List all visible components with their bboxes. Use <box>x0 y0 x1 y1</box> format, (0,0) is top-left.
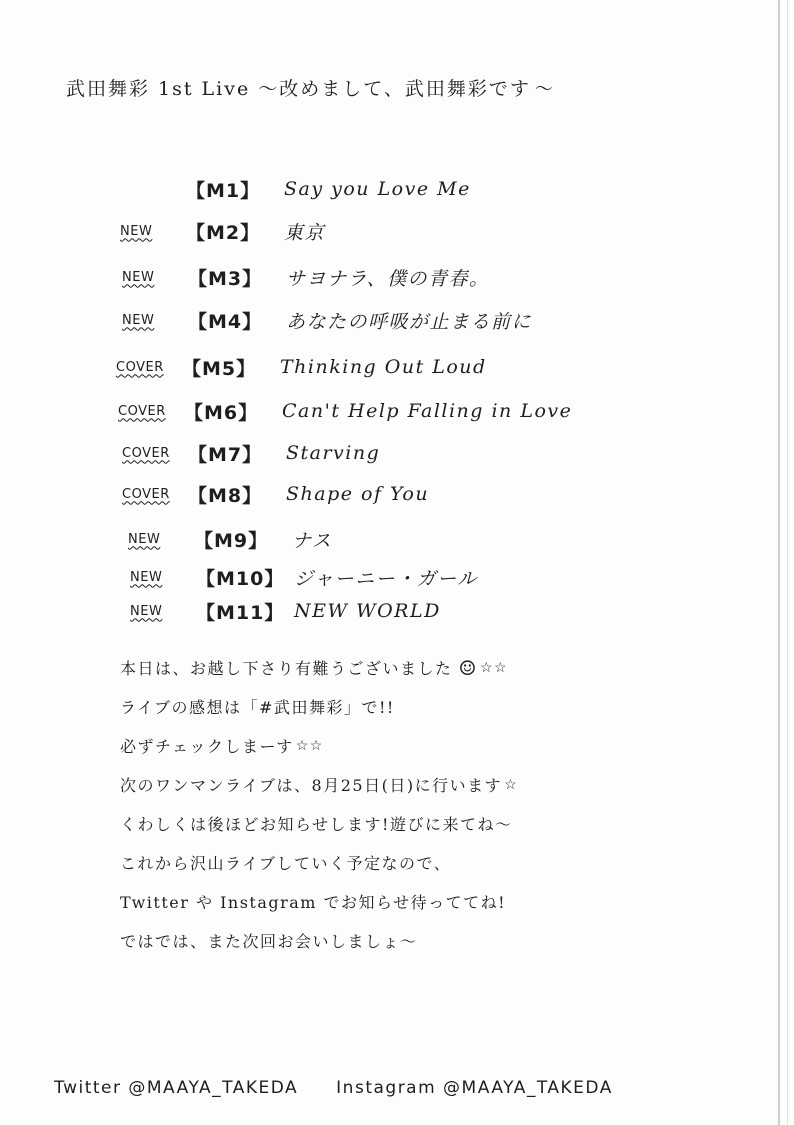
message-text: 必ずチェックしまーす <box>120 737 294 756</box>
song-tag: NEW <box>130 569 163 585</box>
song-title: Starving <box>286 442 381 464</box>
song-title: ジャーニー・ガール <box>294 567 478 590</box>
song-tag: NEW <box>130 603 163 619</box>
song-tag: COVER <box>122 445 170 461</box>
message-text: Twitter や Instagram でお知らせ待っててね! <box>120 893 507 912</box>
song-title: ナス <box>292 529 333 552</box>
message-block <box>120 648 720 960</box>
song-number: 【M8】 <box>188 484 263 507</box>
song-number: 【M4】 <box>188 310 263 333</box>
song-number: 【M7】 <box>188 443 263 466</box>
song-tag: NEW <box>122 269 155 285</box>
song-number: 【M6】 <box>184 401 259 424</box>
song-number: 【M5】 <box>182 357 257 380</box>
song-tag: COVER <box>116 359 164 375</box>
song-number: 【M10】 <box>196 567 285 590</box>
message-text: これから沢山ライブしていく予定なので、 <box>120 854 452 873</box>
setlist-row <box>130 594 441 628</box>
message-text: 次のワンマンライブは、8月25日(日)に行います <box>120 776 503 795</box>
song-tag: NEW <box>122 312 155 328</box>
song-title: Say you Love Me <box>284 178 471 200</box>
message-line <box>120 726 720 765</box>
setlist-row <box>122 436 380 470</box>
twitter-handle: Twitter @MAAYA_TAKEDA <box>54 1078 299 1098</box>
song-tag: NEW <box>120 223 153 239</box>
song-title: Thinking Out Loud <box>280 356 487 378</box>
song-number: 【M9】 <box>194 529 269 552</box>
song-title: NEW WORLD <box>294 600 441 622</box>
sparkle-icon: ☆☆ <box>295 737 324 754</box>
title-tilde: 〜 <box>534 79 555 100</box>
setlist-row <box>120 172 471 206</box>
message-line <box>120 882 720 921</box>
setlist-row <box>120 214 325 248</box>
message-line <box>120 843 720 882</box>
setlist-row <box>122 303 532 337</box>
song-tag: COVER <box>122 486 170 502</box>
song-title: 東京 <box>284 221 326 244</box>
song-number: 【M11】 <box>196 601 285 624</box>
setlist-row <box>118 394 572 428</box>
setlist-row <box>116 350 487 384</box>
setlist-row <box>122 260 489 294</box>
song-tag: COVER <box>118 403 166 419</box>
message-text: くわしくは後ほどお知らせします!遊びに来てね〜 <box>120 815 513 834</box>
message-text: ライブの感想は「#武田舞彩」で!! <box>120 698 395 717</box>
instagram-handle: Instagram @MAAYA_TAKEDA <box>336 1078 613 1098</box>
song-title: Can't Help Falling in Love <box>282 400 573 422</box>
song-title: サヨナラ、僕の青春。 <box>286 267 490 290</box>
song-title: Shape of You <box>286 483 430 505</box>
setlist-row <box>122 477 429 511</box>
title-text: 武田舞彩 1st Live 〜改めまして、武田舞彩です <box>66 78 531 100</box>
setlist-row <box>130 560 478 594</box>
song-number: 【M2】 <box>186 221 261 244</box>
message-line <box>120 687 720 726</box>
smiley-icon: ☺ <box>458 655 478 680</box>
song-number: 【M3】 <box>188 267 263 290</box>
footer <box>54 1078 754 1098</box>
setlist-row <box>128 522 332 556</box>
message-text: 本日は、お越し下さり有難うございました <box>120 659 453 678</box>
sparkle-icon: ☆☆ <box>479 659 509 676</box>
message-line <box>120 921 720 960</box>
star-icon: ☆ <box>504 776 519 793</box>
message-line <box>120 804 720 843</box>
message-text: ではでは、また次回お会いしましょ〜 <box>120 932 418 951</box>
message-line <box>120 648 720 687</box>
song-title: あなたの呼吸が止まる前に <box>286 310 533 333</box>
song-tag: NEW <box>128 531 161 547</box>
message-line <box>120 765 720 804</box>
song-number: 【M1】 <box>186 179 261 202</box>
